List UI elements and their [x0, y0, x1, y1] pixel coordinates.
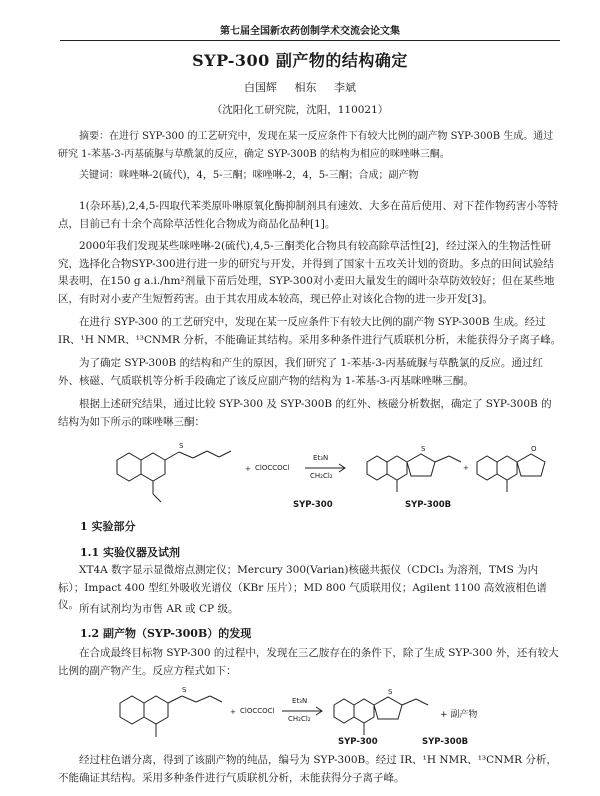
heterocycle-ring: [141, 453, 165, 481]
reaction-scheme-2: [110, 683, 530, 747]
bond: [196, 696, 210, 702]
bond: [165, 452, 179, 460]
heterocycle-ring: [144, 696, 168, 724]
heterocycle-ring: [387, 456, 407, 480]
svg-text:O: O: [531, 445, 537, 453]
reagent-1: ClOCCOCl: [255, 464, 290, 472]
intro-paragraph-5: 根据上述研究结果，通过比较 SYP-300 及 SYP-300B 的红外、核磁分析数据，确定了 SYP-300B 的结构为如下所示的咪唑啉三酮：: [58, 398, 552, 428]
intro-paragraph-1: 1(杂环基),2,4,5-四取代苯类原卟啉原氧化酶抑制剂具有速效、大多在苗后使用、对下茬作物药害小等特点，目前已有十余个高除草活性化合物成为商品化品种[1]。: [58, 200, 558, 230]
intro-paragraph-2: 2000年我们发现某些咪唑啉-2(硫代),4,5-三酮类化合物具有较高除草活性[2]，经过深入的生物活性研究，选择化合物SYP-300进行进一步的研究与开发，并得到了国家十五攻关计划的资助。多点的田间试验结果表明，在150 g a.i./hm²剂量下苗后处理，SYP-300对小麦田大量发生的阔叶杂草防效较好；但在某些地区，有时对小麦产生短暂药害。由于其农用成本较高，现已停止对该化合物的进一步开发[3]。: [58, 240, 555, 305]
svg-text:S: S: [182, 686, 187, 694]
svg-text:S: S: [179, 442, 184, 450]
bond: [219, 451, 231, 457]
instruments-paragraph: XT4A 数字显示显微熔点测定仪；Mercury 300(Varian)核磁共振仪（CDCl₃ 为溶剂，TMS 为内标）；Impact 400 型红外吸收光谱仪（KBr 压片）；MD 800 气质联用仪；Agilent 1100 高效液相色谱仪。: [58, 564, 547, 611]
reaction-scheme-1: [105, 438, 555, 510]
bond: [207, 451, 219, 457]
imidazolidine-ring: [407, 454, 435, 476]
bond: [179, 452, 193, 458]
section-heading-1-2: 1.2 副产物（SYP-300B）的发现: [80, 627, 252, 640]
reagent-bottom-1: CH₂Cl₂: [310, 472, 333, 480]
running-header: 第七届全国新农药创制学术交流会论文集: [60, 22, 560, 41]
bond: [435, 456, 449, 462]
bond: [153, 494, 161, 502]
benzene-ring: [117, 453, 141, 481]
label-syp-300-2: SYP-300: [338, 737, 378, 747]
author-list: 白国辉 相东 李斌: [244, 81, 356, 94]
reagent-bottom-2: CH₂Cl₂: [288, 715, 311, 723]
bond: [210, 696, 222, 702]
imidazolidine-ring: [374, 697, 402, 719]
section-heading-1: 1 实验部分: [80, 520, 136, 533]
bond: [168, 696, 182, 703]
bond: [449, 456, 461, 462]
label-syp-300b-2: SYP-300B: [422, 737, 469, 747]
imidazolidine-ring: [517, 454, 545, 476]
bond: [416, 699, 428, 705]
byproduct-label: + 副产物: [440, 710, 478, 720]
affiliation: （沈阳化工研究院，沈阳，110021）: [211, 104, 389, 116]
heterocycle-ring: [497, 456, 517, 480]
svg-text:+: +: [245, 465, 251, 473]
abstract: 摘要：在进行 SYP-300 的工艺研究中，发现在某一反应条件下有较大比例的副产物 SYP-300B 生成。通过研究 1-苯基-3-丙基硫脲与草酰氯的反应，确定 SYP-300B 的结构为相应的咪唑啉三酮。: [58, 131, 554, 160]
reagent-top-2: Et₃N: [292, 697, 308, 705]
intro-paragraph-4: 为了确定 SYP-300B 的结构和产生的原因，我们研究了 1-苯基-3-丙基硫脲与草酰氯的反应。通过红外、核磁、气质联机等分析手段确定了该反应副产物的结构为 1-苯基-3-丙基咪唑啉三酮。: [58, 357, 543, 387]
discovery-paragraph: 在合成最终目标物 SYP-300 的过程中，发现在三乙胺存在的条件下，除了生成 SYP-300 外，还有较大比例的副产物产生。反应方程式如下：: [58, 647, 559, 677]
bond: [182, 696, 196, 702]
section-heading-1-1: 1.1 实验仪器及试剂: [80, 546, 180, 559]
paper-title: SYP-300 副产物的结构确定: [192, 51, 408, 70]
reagent-top-1: Et₃N: [313, 454, 329, 462]
svg-text:S: S: [421, 445, 426, 453]
benzene-ring: [477, 456, 497, 480]
benzene-ring: [367, 456, 387, 480]
reagents-paragraph: 所有试剂均为市售 AR 或 CP 级。: [79, 603, 239, 615]
intro-paragraph-3: 在进行 SYP-300 的工艺研究中，发现在某一反应条件下有较大比例的副产物 SYP-300B 生成。经过 IR、¹H NMR、¹³CNMR 分析，不能确证其结构。采用多种条件进行气质联机分析，未能获得分子离子峰。: [58, 316, 562, 346]
bond: [193, 451, 207, 458]
benzene-ring: [120, 696, 144, 724]
svg-text:S: S: [388, 688, 393, 696]
final-paragraph: 经过柱色谱分离，得到了该副产物的纯品，编号为 SYP-300B。经过 IR、¹H NMR、¹³CNMR 分析，不能确证其结构。采用多种条件进行气质联机分析，未能获得分子离子峰。: [58, 754, 557, 784]
label-syp-300b: SYP-300B: [405, 500, 452, 510]
reagent-2: ClOCCOCl: [240, 707, 275, 715]
keywords: 关键词：咪唑啉-2(硫代)，4，5-三酮；咪唑啉-2，4，5-三酮；合成；副产物: [79, 170, 419, 181]
svg-text:+: +: [463, 464, 469, 472]
benzene-ring: [334, 699, 354, 723]
heterocycle-ring: [354, 699, 374, 723]
label-syp-300: SYP-300: [293, 500, 333, 510]
bond: [402, 699, 416, 705]
svg-text:+: +: [230, 708, 236, 716]
